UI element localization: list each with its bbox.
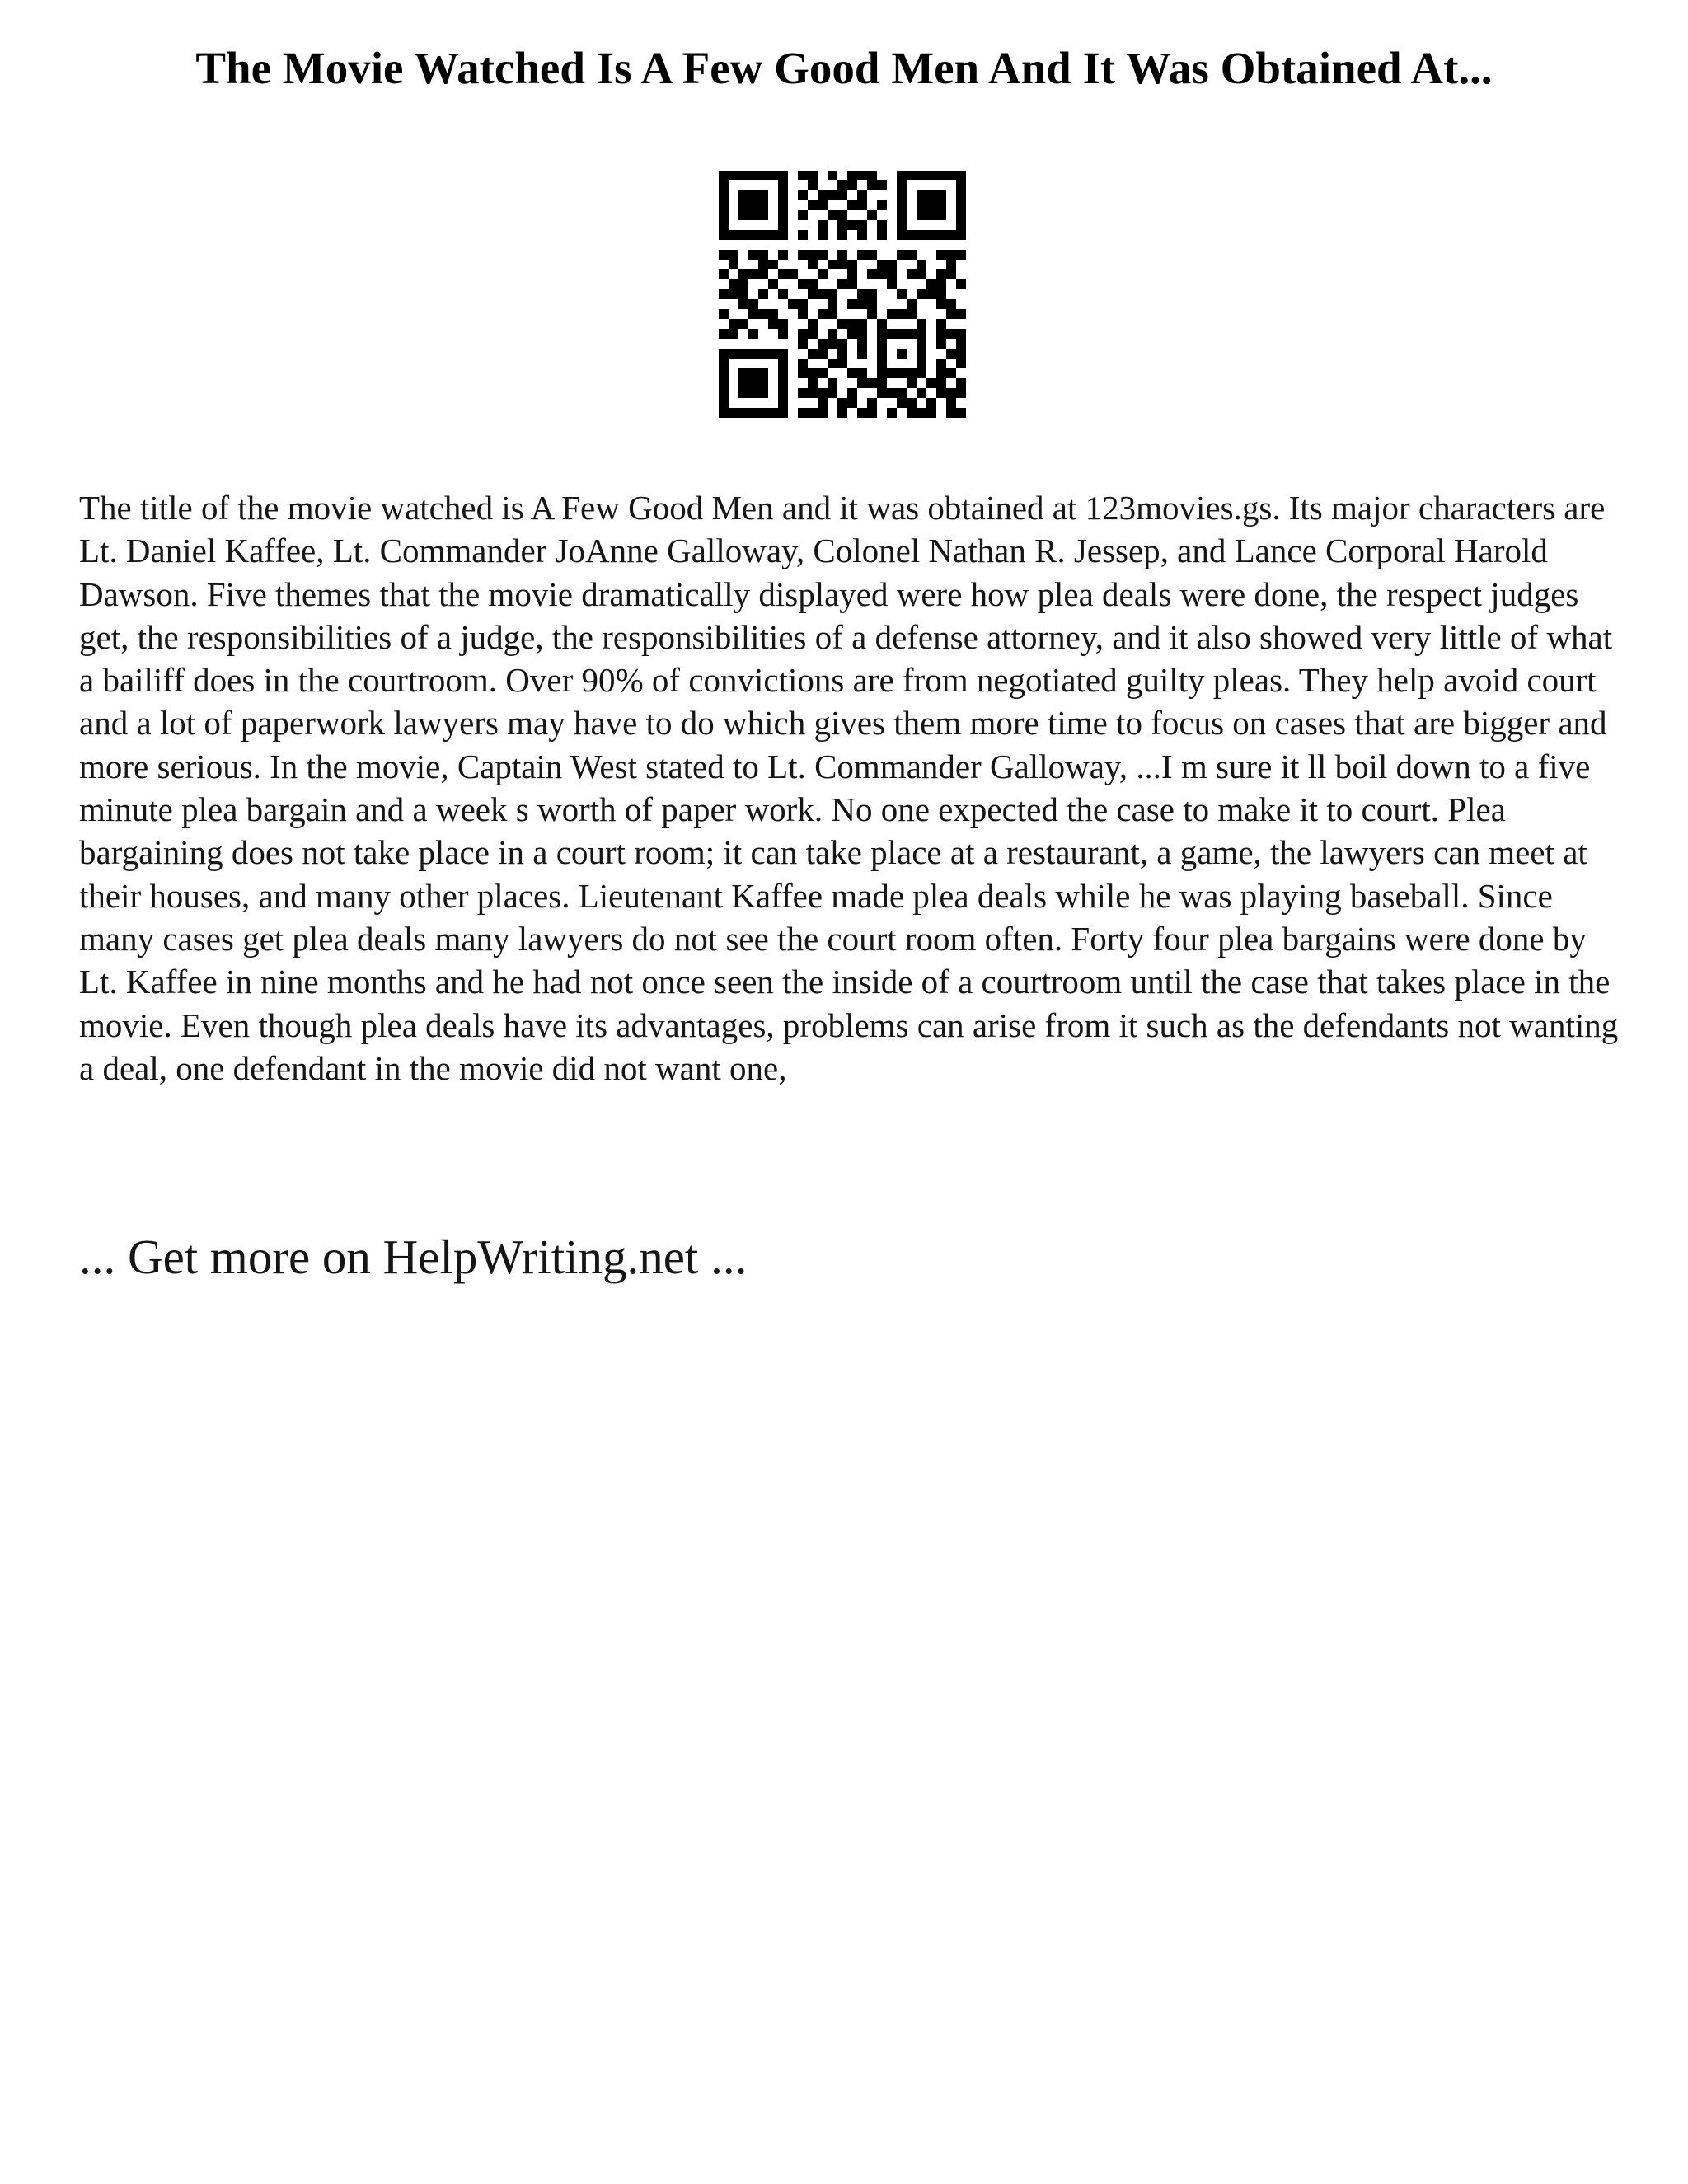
body-paragraph: The title of the movie watched is A Few Good Men and it was obtained at 123movies.gs. Its major characters are Lt. Daniel Kaffee, Lt. Commander JoAnne Galloway, Colonel Nathan R. Jessep, and Lance Corporal Harold Dawson. Five themes that the movie dramatically displayed were how plea deals were done, the respect judges get, the responsibilities of a judge, the responsibilities of a defense attorney, and it also showed very little of what a bailiff does in the courtroom. Over 90% of convictions are from negotiated guilty pleas. They help avoid court and a lot of paperwork lawyers may have to do which gives them more time to focus on cases that are bigger and more serious. In the movie, Captain West stated to Lt. Commander Galloway, ...I m sure it ll boil down to a five minute plea bargain and a week s worth of paper work. No one expected the case to make it to court. Plea bargaining does not take place in a court room; it can take place at a restaurant, a game, the lawyers can meet at their houses, and many other places. Lieutenant Kaffee made plea deals while he was playing baseball. Since many cases get plea deals many lawyers do not see the court room often. Forty four plea bargains were done by Lt. Kaffee in nine months and he had not once seen the inside of a courtroom until the case that takes place in the movie. Even though plea deals have its advantages, problems can arise from it such as the defendants not wanting a deal, one defendant in the movie did not want one, bbox=[79, 489, 1619, 1087]
qr-code-icon bbox=[719, 171, 966, 418]
document-title: The Movie Watched Is A Few Good Men And It Was Obtained At... bbox=[195, 43, 1493, 93]
get-more-link[interactable]: ... Get more on HelpWriting.net ... bbox=[79, 1230, 748, 1284]
